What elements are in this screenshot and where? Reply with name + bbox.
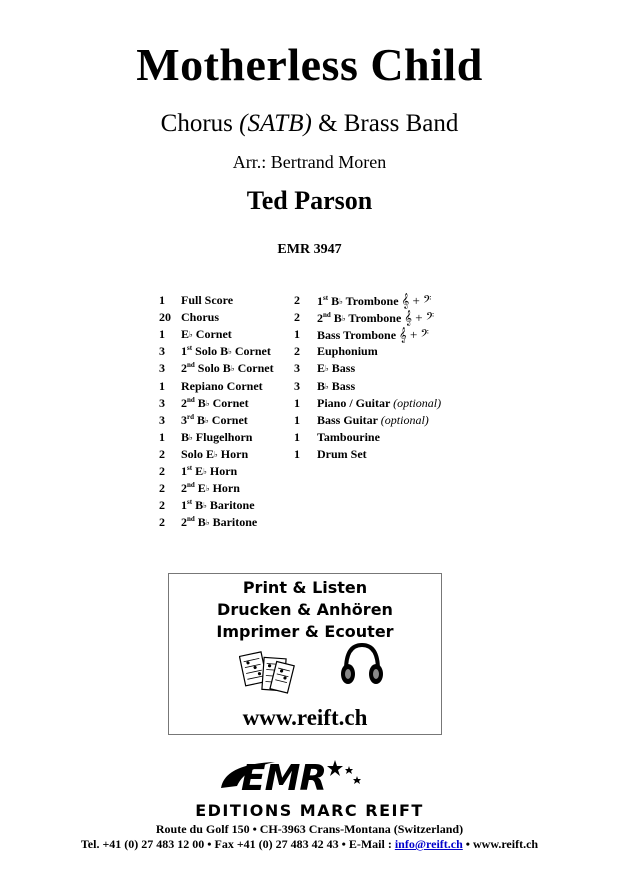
part-label-pre: B xyxy=(194,515,206,530)
part-quantity: 3 xyxy=(294,378,300,393)
part-ordinal-suffix: nd xyxy=(323,311,331,320)
clef-icon: 𝄞 + 𝄢 xyxy=(401,293,432,308)
part-quantity: 2 xyxy=(294,310,300,325)
composer: Ted Parson xyxy=(246,186,373,215)
flat-accidental: ♭ xyxy=(205,415,209,425)
part-label-pre: Solo B xyxy=(192,344,229,359)
part-label-pre: E xyxy=(317,361,326,376)
contact-website[interactable]: • www.reift.ch xyxy=(462,837,539,851)
part-label: Full Score xyxy=(181,293,234,307)
promo-url[interactable]: www.reift.ch xyxy=(242,705,368,730)
sheet-music-icon xyxy=(239,648,295,698)
part-ordinal-suffix: st xyxy=(187,344,193,353)
part-name xyxy=(181,412,248,430)
publisher-address: Route du Golf 150 • CH-3963 Crans-Montana (Switzerland) xyxy=(155,822,464,836)
part-name xyxy=(181,326,232,344)
part-quantity: 2 xyxy=(294,344,300,359)
part-ordinal-suffix: nd xyxy=(187,515,195,524)
part-quantity: 3 xyxy=(159,344,165,359)
part-quantity: 3 xyxy=(294,361,300,376)
part-name xyxy=(181,446,248,464)
part-name xyxy=(181,378,263,395)
part-optional: (optional) xyxy=(393,395,442,410)
headphones-icon xyxy=(339,640,385,690)
flat-accidental: ♭ xyxy=(205,484,210,494)
flat-accidental: ♭ xyxy=(230,364,235,374)
contact-phone-fax: Tel. +41 (0) 27 483 12 00 • Fax +41 (0) 27 483 42 43 • E-Mail : xyxy=(80,837,395,851)
part-name xyxy=(317,429,380,446)
part-name xyxy=(181,309,219,326)
part-quantity: 2 xyxy=(159,498,165,513)
flat-accidental: ♭ xyxy=(341,314,346,324)
part-ordinal: 1 xyxy=(317,294,323,308)
part-name xyxy=(181,497,255,515)
part-label-post: Baritone xyxy=(209,515,258,530)
part-quantity: 2 xyxy=(159,446,165,461)
part-label-pre: B xyxy=(328,294,340,308)
part-label-pre: E xyxy=(181,327,190,342)
part-name xyxy=(317,446,367,463)
part-ordinal-suffix: st xyxy=(323,294,329,302)
part-ordinal: 1 xyxy=(181,498,187,513)
part-quantity: 3 xyxy=(159,412,165,427)
email-link[interactable]: info@reift.ch xyxy=(394,837,463,851)
part-quantity: 1 xyxy=(159,293,165,307)
part-label-post: Flugelhorn xyxy=(192,429,253,444)
part-optional: (optional) xyxy=(380,412,429,427)
part-label-post: Cornet xyxy=(192,327,232,342)
emr-logo-mark: EMR xyxy=(241,758,327,799)
part-label-post: Horn xyxy=(217,446,249,461)
part-label-pre: B xyxy=(317,378,326,393)
flat-accidental: ♭ xyxy=(214,449,218,459)
flat-accidental: ♭ xyxy=(189,432,193,442)
part-quantity: 1 xyxy=(294,429,300,444)
part-ordinal: 2 xyxy=(317,311,323,326)
part-label-post: Trombone xyxy=(342,294,399,308)
flat-accidental: ♭ xyxy=(205,518,210,528)
flat-accidental: ♭ xyxy=(228,347,232,357)
part-ordinal: 2 xyxy=(181,481,187,496)
part-ordinal-suffix: st xyxy=(187,498,193,507)
part-name xyxy=(317,326,429,344)
part-name xyxy=(181,395,249,413)
part-label-pre: B xyxy=(181,429,190,444)
part-label: Euphonium xyxy=(317,344,378,359)
part-ordinal: 1 xyxy=(181,464,187,478)
part-label-post: Baritone xyxy=(206,498,255,513)
part-ordinal-suffix: rd xyxy=(187,412,194,421)
flat-accidental: ♭ xyxy=(203,501,207,511)
publisher-wordmark: EDITIONS MARC REIFT xyxy=(195,801,424,820)
flat-accidental: ♭ xyxy=(203,467,207,476)
part-ordinal-suffix: nd xyxy=(187,481,195,490)
part-quantity: 20 xyxy=(159,310,171,325)
part-label-pre: B xyxy=(330,311,342,326)
flat-accidental: ♭ xyxy=(205,398,210,408)
part-label: Repiano Cornet xyxy=(181,378,263,393)
part-label-pre: B xyxy=(194,395,206,410)
part-ordinal-suffix: nd xyxy=(187,361,195,370)
part-label-pre: Solo B xyxy=(194,361,231,376)
promo-line-1: Print & Listen xyxy=(242,578,368,597)
part-name xyxy=(181,292,233,309)
part-label-pre: B xyxy=(192,498,204,513)
flat-accidental: ♭ xyxy=(325,381,329,391)
part-ordinal-suffix: nd xyxy=(187,395,195,404)
part-label-pre: B xyxy=(194,412,206,427)
part-ordinal: 1 xyxy=(181,344,187,359)
catalog-number: EMR 3947 xyxy=(277,242,342,257)
print-listen-box[interactable] xyxy=(168,573,442,735)
part-label-post: Horn xyxy=(209,481,240,496)
part-label-post: Trombone xyxy=(345,311,402,326)
part-label-pre: E xyxy=(194,481,206,496)
part-label-post: Bass xyxy=(328,378,356,393)
part-name xyxy=(317,412,429,429)
clef-icon: 𝄞 + 𝄢 xyxy=(399,327,429,343)
emr-logo xyxy=(215,754,375,804)
part-label: Tambourine xyxy=(317,429,380,444)
part-label-post: Cornet xyxy=(209,395,249,410)
promo-line-3: Imprimer & Ecouter xyxy=(216,622,394,641)
part-name xyxy=(181,463,237,481)
subtitle-post: & Brass Band xyxy=(311,110,459,137)
part-name xyxy=(181,343,271,361)
part-label-post: Bass xyxy=(328,361,356,376)
part-quantity: 2 xyxy=(294,293,300,307)
part-name xyxy=(317,378,355,396)
part-label-pre: E xyxy=(192,464,204,478)
part-name xyxy=(181,514,257,532)
part-name xyxy=(181,480,240,498)
part-name xyxy=(317,360,355,378)
parts-list-right xyxy=(294,292,474,472)
publisher-contact xyxy=(0,837,619,852)
part-ordinal: 2 xyxy=(181,515,187,530)
part-name xyxy=(181,429,252,447)
part-label-post: Cornet xyxy=(234,361,274,376)
part-quantity: 3 xyxy=(159,361,165,376)
part-label-pre: Solo E xyxy=(181,446,215,461)
part-quantity: 1 xyxy=(294,327,300,342)
subtitle-pre: Chorus xyxy=(160,110,240,137)
part-quantity: 1 xyxy=(294,412,300,427)
part-name xyxy=(317,343,378,360)
part-label-post: Cornet xyxy=(208,412,248,427)
instrumentation-subtitle xyxy=(0,110,619,138)
parts-list-left xyxy=(159,292,294,532)
flat-accidental: ♭ xyxy=(189,330,193,340)
part-label: Bass Trombone xyxy=(317,328,397,343)
arranger: Arr.: Bertrand Moren xyxy=(232,152,387,172)
part-ordinal: 2 xyxy=(181,361,187,376)
part-name xyxy=(181,360,274,378)
part-label: Bass Guitar xyxy=(317,412,381,427)
flat-accidental: ♭ xyxy=(325,364,329,374)
part-quantity: 2 xyxy=(159,481,165,496)
part-label: Chorus xyxy=(181,310,220,325)
part-label: Drum Set xyxy=(317,446,367,461)
promo-line-2: Drucken & Anhören xyxy=(217,600,393,619)
part-label-post: Cornet xyxy=(231,344,271,359)
part-ordinal: 2 xyxy=(181,395,187,410)
flat-accidental: ♭ xyxy=(339,297,343,306)
part-quantity: 2 xyxy=(159,464,165,478)
part-quantity: 2 xyxy=(159,515,165,530)
part-name xyxy=(317,395,441,412)
piece-title: Motherless Child xyxy=(136,39,483,90)
part-quantity: 1 xyxy=(159,327,165,342)
part-label: Piano / Guitar xyxy=(317,395,394,410)
part-ordinal: 3 xyxy=(181,412,187,427)
part-quantity: 1 xyxy=(159,429,165,444)
part-quantity: 1 xyxy=(159,378,165,393)
part-quantity: 1 xyxy=(294,446,300,461)
part-quantity: 3 xyxy=(159,395,165,410)
subtitle-voicing: (SATB) xyxy=(239,110,312,137)
part-quantity: 1 xyxy=(294,395,300,410)
part-label-post: Horn xyxy=(206,464,238,478)
clef-icon: 𝄞 + 𝄢 xyxy=(404,310,435,326)
part-ordinal-suffix: st xyxy=(187,464,193,472)
